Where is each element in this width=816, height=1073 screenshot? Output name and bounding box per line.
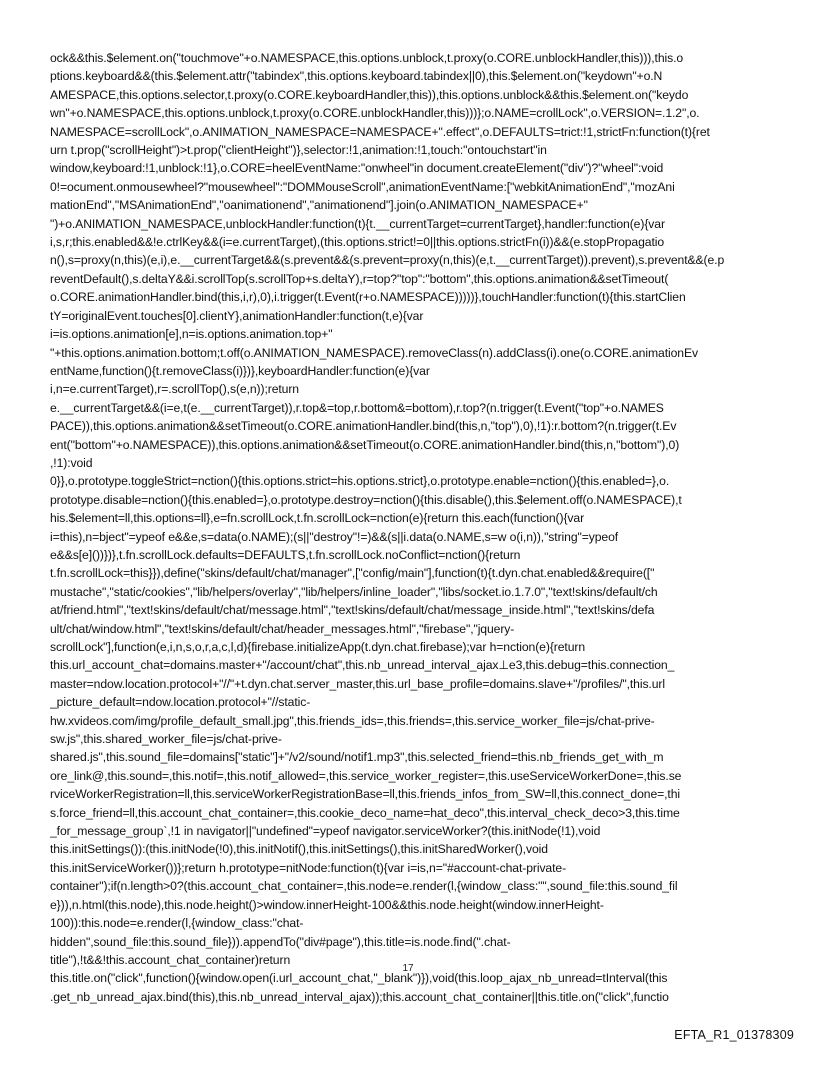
code-line: wn"+o.NAMESPACE,this.options.unblock,t.proxy(o.CORE.unblockHandler,this)))};o.NAME=crollLock",o.VERSION=.1.2",o. <box>50 106 700 121</box>
code-line: prototype.disable=nction(){this.enabled=},o.prototype.destroy=nction(){this.disable(),this.$element.off(o.NAMESPACE),t <box>50 492 682 507</box>
code-line: e&&s[e]())})},t.fn.scrollLock.defaults=DEFAULTS,t.fn.scrollLock.noConflict=nction(){return <box>50 547 521 562</box>
code-line: at/friend.html","text!skins/default/chat/message.html","text!skins/default/chat/message_inside.html","text!skins/defa <box>50 603 655 618</box>
code-line: s.force_friend=ll,this.account_chat_container=,this.cookie_deco_name=hat_deco",this.interval_check_deco>3,this.time <box>50 805 680 820</box>
code-line: scrollLock"],function(e,i,n,s,o,r,a,c,l,d){firebase.initializeApp(t.dyn.chat.firebase);var h=nction(e){return <box>50 640 586 654</box>
code-line: entName,function(){t.removeClass(i)})},keyboardHandler:function(e){var <box>50 363 430 378</box>
document-id: EFTA_R1_01378309 <box>674 1028 794 1042</box>
code-line: ptions.keyboard&&(this.$element.attr("tabindex",this.options.keyboard.tabindex||0),this.$element.on("keydown"+o.N <box>50 69 663 84</box>
code-line: master=ndow.location.protocol+"//"+t.dyn.chat.server_master,this.url_base_profile=domains.slave+"/profiles/",this.url <box>50 676 665 691</box>
code-line: this.title.on("click",function(){window.open(i.url_account_chat,"_blank")}),void(this.loop_ajax_nb_unread=tInterval(this <box>50 971 668 986</box>
code-line: window,keyboard:!1,unblock:!1},o.CORE=heelEventName:"onwheel"in document.createElement("div")?"wheel":void <box>50 161 664 176</box>
code-line: i,n=e.currentTarget),r=.scrollTop(),s(e,n));return <box>50 382 299 397</box>
code-line: urn t.prop("scrollHeight")>t.prop("clientHeight")},selector:!1,animation:!1,touch:"ontouchstart"in <box>50 143 547 158</box>
code-line: sw.js",this.shared_worker_file=js/chat-prive- <box>50 732 282 747</box>
code-line: hw.xvideos.com/img/profile_default_small.jpg",this.friends_ids=,this.friends=,this.service_worker_file=js/chat-prive- <box>50 713 655 728</box>
code-line: "+this.options.animation.bottom;t.off(o.ANIMATION_NAMESPACE).removeClass(n).addClass(i).one(o.CORE.animationEv <box>50 345 698 360</box>
code-line: his.$element=ll,this.options=ll},e=fn.scrollLock,t.fn.scrollLock=nction(e){return this.each(function(){var <box>50 511 585 526</box>
code-line: t.fn.scrollLock=this}}),define("skins/default/chat/manager",["config/main"],function(t){t.dyn.chat.enabled&&require([" <box>50 566 655 581</box>
code-line: this.initServiceWorker())};return h.prototype=nitNode:function(t){var i=is,n="#account-chat-private- <box>50 860 567 875</box>
code-line: ult/chat/window.html","text!skins/default/chat/header_messages.html","firebase","jquery- <box>50 621 515 636</box>
code-line: e.__currentTarget&&(i=e,t(e.__currentTarget)),r.top&=top,r.bottom&=bottom),r.top?(n.trigger(t.Event("top"+o.NAMES <box>50 400 664 415</box>
code-line: ")+o.ANIMATION_NAMESPACE,unblockHandler:function(t){t.__currentTarget=currentTarget},handler:function(e){var <box>50 216 665 231</box>
code-line: ent("bottom"+o.NAMESPACE)),this.options.animation&&setTimeout(o.CORE.animationHandler.bind(this,n,"bottom"),0) <box>50 437 680 452</box>
code-line: ock&&this.$element.on("touchmove"+o.NAMESPACE,this.options.unblock,t.proxy(o.CORE.unblockHandler,this))),this.o <box>50 51 684 65</box>
code-line: mationEnd","MSAnimationEnd","oanimationend","animationend"].join(o.ANIMATION_NAMESPACE+" <box>50 198 588 213</box>
code-line: ,!1):void <box>50 455 93 470</box>
code-line: rviceWorkerRegistration=ll,this.serviceWorkerRegistrationBase=ll,this.friends_infos_from_SW=ll,this.connect_done=,thi <box>50 787 681 802</box>
code-line: _for_message_group`,!1 in navigator||"undefined"=ypeof navigator.serviceWorker?(this.initNode(!1),void <box>50 824 601 839</box>
code-line: reventDefault(),s.deltaY&&i.scrollTop(s.scrollTop+s.deltaY),r=top?"top":"bottom",this.options.animation&&setTimeout( <box>50 271 669 286</box>
code-line: i,s,r;this.enabled&&!e.ctrlKey&&(i=e.currentTarget),(this.options.strict!=0||this.options.strictFn(i))&&(e.stopPropagatio <box>50 235 665 250</box>
code-line: e})),n.html(this.node),this.node.height()>window.innerHeight-100&&this.node.height(window.innerHeight- <box>50 897 604 912</box>
code-line: o.CORE.animationHandler.bind(this,i,r),0),i.trigger(t.Event(r+o.NAMESPACE)))))},touchHandler:function(t){this.startClien <box>50 290 686 305</box>
code-line: hidden",sound_file:this.sound_file})).appendTo("div#page"),this.title=is.node.find(".chat- <box>50 934 511 949</box>
code-line: PACE)),this.options.animation&&setTimeout(o.CORE.animationHandler.bind(this,n,"top"),0),!1):r.bottom?(n.trigger(t.Ev <box>50 419 677 434</box>
code-line: 0!=ocument.onmousewheel?"mousewheel":"DOMMouseScroll",animationEventName:["webkitAnimationEnd","mozAni <box>50 179 675 194</box>
code-line: tY=originalEvent.touches[0].clientY},animationHandler:function(t,e){var <box>50 308 424 323</box>
code-line: ore_link@,this.sound=,this.notif=,this.notif_allowed=,this.service_worker_register=,this.useServiceWorkerDone=,this.se <box>50 768 682 783</box>
code-line: AMESPACE,this.options.selector,t.proxy(o.CORE.keyboardHandler,this)),this.options.unblock&&this.$element.on("keydo <box>50 87 689 102</box>
code-line: .get_nb_unread_ajax.bind(this),this.nb_unread_interval_ajax));this.account_chat_container||this.title.on("click",functio <box>50 989 669 1004</box>
code-line: 0}},o.prototype.toggleStrict=nction(){this.options.strict=his.options.strict},o.prototype.enable=nction(){this.enabled=},o. <box>50 474 670 489</box>
code-line: container");if(n.length>0?(this.account_chat_container=,this.node=e.render(l,{window_class:"",sound_file:this.sound_fil <box>50 879 678 894</box>
code-text-body <box>50 49 772 1006</box>
code-line: _picture_default=ndow.location.protocol+"//static- <box>50 695 311 710</box>
code-line: NAMESPACE=scrollLock",o.ANIMATION_NAMESPACE=NAMESPACE+".effect",o.DEFAULTS=trict:!1,strictFn:function(t){ret <box>50 124 710 139</box>
code-line: this.initSettings()):(this.initNode(!0),this.initNotif(),this.initSettings(),this.initSharedWorker(),void <box>50 842 548 857</box>
code-line: n(),s=proxy(n,this)(e,i),e.__currentTarget&&(s.prevent&&(s.prevent=proxy(n,this)(e,t.__currentTarget)).prevent),s.prevent&&(e.p <box>50 253 725 268</box>
code-line: 100)):this.node=e.render(l,{window_class:"chat- <box>50 916 304 931</box>
page-number: 17 <box>402 963 414 974</box>
code-line: i=this),n=bject"=ypeof e&&e,s=data(o.NAME);(s||"destroy"!=)&&(s||i.data(o.NAME,s=w o(i,n)),"string"=ypeof <box>50 529 619 544</box>
code-line: title"),!t&&!this.account_chat_container)return <box>50 952 291 967</box>
code-line: mustache","static/cookies","lib/helpers/overlay","lib/helpers/inline_loader","libs/socket.io.1.7.0","text!skins/default/ch <box>50 584 658 599</box>
code-line: this.url_account_chat=domains.master+"/account/chat",this.nb_unread_interval_ajax⊥e3,this.debug=this.connection_ <box>50 658 675 673</box>
code-line: i=is.options.animation[e],n=is.options.animation.top+" <box>50 327 333 342</box>
code-line: shared.js",this.sound_file=domains["static"]+"/v2/sound/notif1.mp3",this.selected_friend=this.nb_friends_get_with_m <box>50 750 664 765</box>
